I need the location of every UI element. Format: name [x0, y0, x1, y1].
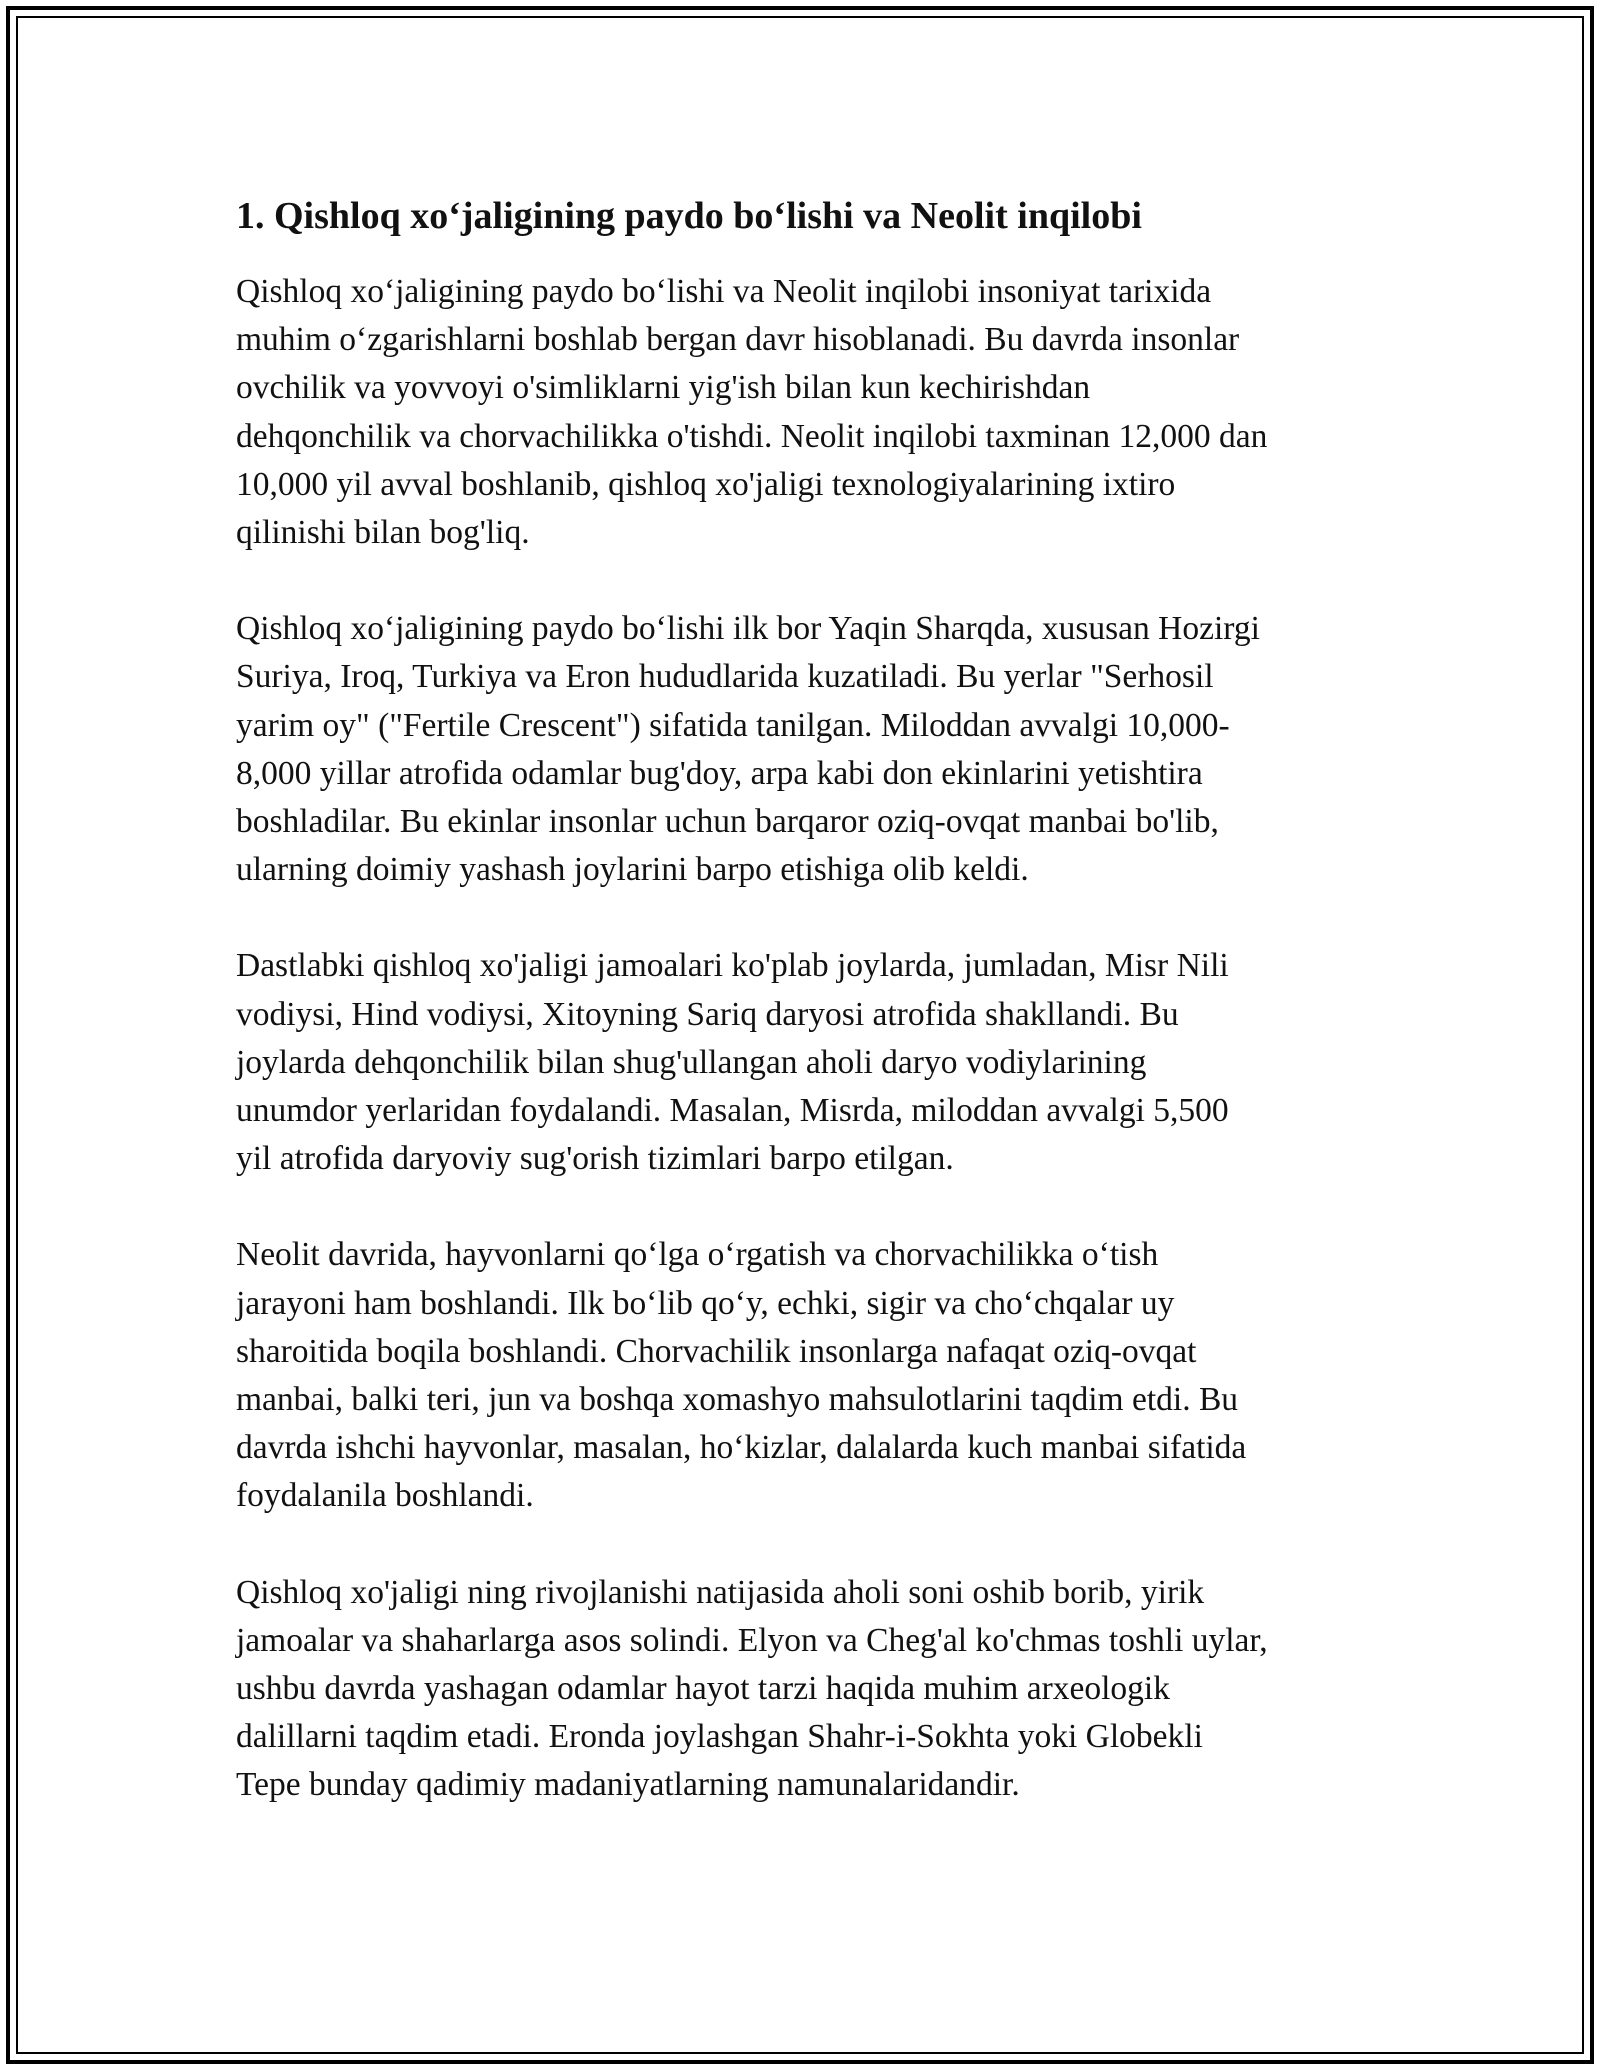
paragraph-line: jarayoni ham boshlandi. Ilk bo‘lib qo‘y, echki, sigir va cho‘chqalar uy: [236, 1284, 1175, 1322]
paragraph-line: sharoitida boqila boshlandi. Chorvachilik insonlarga nafaqat oziq-ovqat: [236, 1332, 1197, 1370]
paragraph-line: dalillarni taqdim etadi. Eronda joylashgan Shahr-i-Sokhta yoki Globekli: [236, 1718, 1203, 1756]
paragraph-line: ushbu davrda yashagan odamlar hayot tarzi haqida muhim arxeologik: [236, 1670, 1170, 1708]
document-body: [236, 186, 1376, 1858]
document-title: 1. Qishloq xo‘jaligining paydo bo‘lishi va Neolit inqilobi: [236, 195, 1142, 237]
paragraph-line: vodiysi, Hind vodiysi, Xitoyning Sariq daryosi atrofida shakllandi. Bu: [236, 995, 1179, 1033]
paragraph-line: Dastlabki qishloq xo'jaligi jamoalari ko'plab joylarda, jumladan, Misr Nili: [236, 947, 1229, 985]
paragraph-line: Qishloq xo‘jaligining paydo bo‘lishi ilk bor Yaqin Sharqda, xususan Hozirgi: [236, 610, 1260, 648]
paragraph-line: muhim o‘zgarishlarni boshlab bergan davr hisoblanadi. Bu davrda insonlar: [236, 321, 1240, 359]
paragraph-line: Neolit davrida, hayvonlarni qo‘lga o‘rgatish va chorvachilikka o‘tish: [236, 1236, 1159, 1274]
paragraph-line: unumdor yerlaridan foydalandi. Masalan, Misrda, miloddan avvalgi 5,500: [236, 1092, 1229, 1130]
paragraph-line: Suriya, Iroq, Turkiya va Eron hududlarida kuzatiladi. Bu yerlar "Serhosil: [236, 658, 1214, 696]
paragraph-line: boshladilar. Bu ekinlar insonlar uchun barqaror oziq-ovqat manbai bo'lib,: [236, 803, 1219, 841]
paragraph-line: Tepe bunday qadimiy madaniyatlarning namunalaridandir.: [236, 1766, 1020, 1804]
paragraph-line: Qishloq xo‘jaligining paydo bo‘lishi va Neolit inqilobi insoniyat tarixida: [236, 273, 1212, 310]
paragraph-line: dehqonchilik va chorvachilikka o'tishdi. Neolit inqilobi taxminan 12,000 dan: [236, 417, 1268, 455]
paragraph-line: yil atrofida daryoviy sug'orish tizimlari barpo etilgan.: [236, 1140, 954, 1178]
paragraph-line: manbai, balki teri, jun va boshqa xomashyo mahsulotlarini taqdim etdi. Bu: [236, 1381, 1239, 1419]
paragraph-line: 8,000 yillar atrofida odamlar bug'doy, arpa kabi don ekinlarini yetishtira: [236, 754, 1203, 792]
paragraph-line: jamoalar va shaharlarga asos solindi. Elyon va Cheg'al ko'chmas toshli uylar,: [236, 1621, 1268, 1659]
paragraph-line: Qishloq xo'jaligi ning rivojlanishi natijasida aholi soni oshib borib, yirik: [236, 1573, 1205, 1611]
paragraph-4: [236, 1231, 1376, 1520]
paragraph-line: ularning doimiy yashash joylarini barpo etishiga olib keldi.: [236, 851, 1029, 889]
paragraph-line: 10,000 yil avval boshlanib, qishloq xo'jaligi texnologiyalarining ixtiro: [236, 465, 1176, 503]
paragraph-2: [236, 605, 1376, 894]
paragraph-line: qilinishi bilan bog'liq.: [236, 514, 530, 552]
paragraph-line: foydalanila boshlandi.: [236, 1477, 534, 1515]
paragraph-line: davrda ishchi hayvonlar, masalan, ho‘kizlar, dalalarda kuch manbai sifatida: [236, 1429, 1247, 1467]
paragraph-1: [236, 268, 1376, 557]
paragraph-line: joylarda dehqonchilik bilan shug'ullangan aholi daryo vodiylarining: [236, 1043, 1147, 1081]
paragraph-line: yarim oy" ("Fertile Crescent") sifatida tanilgan. Miloddan avvalgi 10,000-: [236, 706, 1230, 744]
paragraph-5: [236, 1569, 1376, 1810]
paragraph-3: [236, 942, 1376, 1183]
paragraph-line: ovchilik va yovvoyi o'simliklarni yig'ish bilan kun kechirishdan: [236, 369, 1091, 407]
